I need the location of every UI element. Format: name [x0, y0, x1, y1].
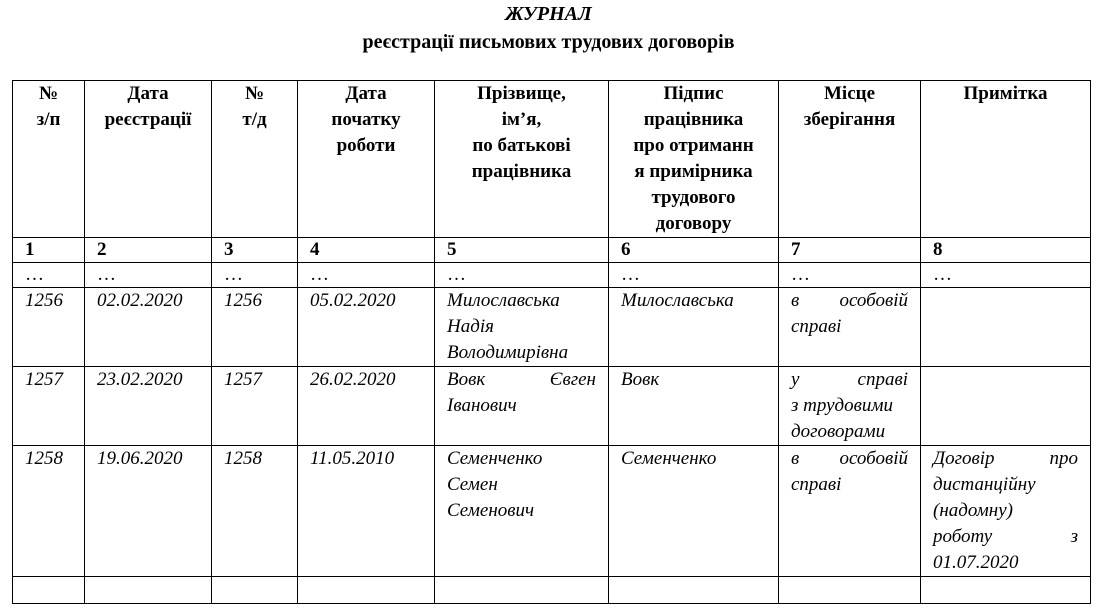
ellipsis-row	[13, 263, 1091, 288]
column-number: 1	[13, 238, 85, 263]
name-line: Семенченко	[447, 448, 543, 469]
storage-line: в особовій	[791, 290, 908, 311]
header-line: Прізвище,	[477, 83, 566, 104]
cell-storage	[779, 446, 921, 577]
storage-line: договорами	[791, 421, 886, 442]
name-line: Іванович	[447, 395, 517, 416]
cell-note	[921, 367, 1091, 446]
table-row	[13, 288, 1091, 367]
header-cell-signature	[609, 81, 779, 238]
storage-line: з трудовими	[791, 395, 893, 416]
name-line: Семен	[447, 474, 498, 495]
ellipsis-cell: …	[779, 263, 921, 288]
ellipsis-cell: …	[85, 263, 212, 288]
journal-subtitle: реєстрації письмових трудових договорів	[362, 31, 735, 53]
storage-line: в особовій	[791, 448, 908, 469]
header-line: №	[38, 83, 59, 104]
header-line: реєстрації	[104, 109, 192, 130]
cell-signature: Вовк	[609, 367, 779, 446]
header-line: я примірника	[634, 161, 753, 182]
ellipsis-cell: …	[298, 263, 435, 288]
header-cell-storage	[779, 81, 921, 238]
registration-table	[12, 80, 1091, 604]
cell-no: 1258	[13, 446, 85, 577]
name-line: Вовк Євген	[447, 369, 596, 390]
header-cell-start-date	[298, 81, 435, 238]
cell-note	[921, 446, 1091, 577]
empty-cell	[13, 577, 85, 604]
header-line: працівника	[643, 109, 744, 130]
ellipsis-cell: …	[13, 263, 85, 288]
empty-cell	[298, 577, 435, 604]
ellipsis-cell: …	[212, 263, 298, 288]
header-row	[13, 81, 1091, 238]
cell-no: 1257	[13, 367, 85, 446]
cell-signature: Семенченко	[609, 446, 779, 577]
cell-start-date: 11.05.2010	[298, 446, 435, 577]
column-number: 2	[85, 238, 212, 263]
header-line: т/д	[242, 109, 267, 130]
header-line: ім’я,	[501, 109, 542, 130]
name-line: Семенович	[447, 500, 535, 521]
empty-cell	[609, 577, 779, 604]
header-cell-reg-date	[85, 81, 212, 238]
header-cell-note	[921, 81, 1091, 238]
ellipsis-cell: …	[921, 263, 1091, 288]
empty-cell	[921, 577, 1091, 604]
table-row	[13, 367, 1091, 446]
header-line: договору	[655, 213, 732, 234]
ellipsis-cell: …	[609, 263, 779, 288]
header-line: Примітка	[963, 83, 1048, 104]
note-line: роботу з	[933, 526, 1078, 547]
header-cell-no	[13, 81, 85, 238]
header-line: з/п	[36, 109, 61, 130]
header-line: зберігання	[803, 109, 896, 130]
storage-line: справі	[791, 474, 842, 495]
header-line: працівника	[471, 161, 572, 182]
cell-note	[921, 288, 1091, 367]
name-line: Милославська	[447, 290, 560, 311]
cell-start-date: 26.02.2020	[298, 367, 435, 446]
cell-name	[435, 288, 609, 367]
column-number-row	[13, 238, 1091, 263]
cell-td-no: 1257	[212, 367, 298, 446]
cell-signature: Милославська	[609, 288, 779, 367]
column-number: 3	[212, 238, 298, 263]
note-line: 01.07.2020	[933, 552, 1019, 573]
empty-cell	[212, 577, 298, 604]
cell-storage	[779, 288, 921, 367]
cell-name	[435, 446, 609, 577]
header-line: №	[244, 83, 265, 104]
column-number: 6	[609, 238, 779, 263]
empty-cell	[779, 577, 921, 604]
cell-no: 1256	[13, 288, 85, 367]
header-line: роботи	[336, 135, 396, 156]
storage-line: справі	[791, 316, 842, 337]
empty-cell	[85, 577, 212, 604]
header-line: Підпис	[663, 83, 724, 104]
journal-title: ЖУРНАЛ	[505, 3, 592, 25]
cell-reg-date: 02.02.2020	[85, 288, 212, 367]
cell-reg-date: 19.06.2020	[85, 446, 212, 577]
header-line: трудового	[651, 187, 736, 208]
header-cell-td-no	[212, 81, 298, 238]
header-line: по батькові	[472, 135, 571, 156]
cell-reg-date: 23.02.2020	[85, 367, 212, 446]
cell-td-no: 1256	[212, 288, 298, 367]
name-line: Володимирівна	[447, 342, 569, 363]
header-cell-name	[435, 81, 609, 238]
column-number: 8	[921, 238, 1091, 263]
cell-name	[435, 367, 609, 446]
header-line: Місце	[823, 83, 876, 104]
column-number: 7	[779, 238, 921, 263]
table-row	[13, 446, 1091, 577]
header-line: початку	[331, 109, 401, 130]
name-line: Надія	[447, 316, 494, 337]
cell-start-date: 05.02.2020	[298, 288, 435, 367]
storage-line: у справі	[791, 369, 908, 390]
cell-storage	[779, 367, 921, 446]
column-number: 4	[298, 238, 435, 263]
cell-td-no: 1258	[212, 446, 298, 577]
note-line: (надомну)	[933, 500, 1013, 521]
note-line: Договір про	[933, 448, 1078, 469]
ellipsis-cell: …	[435, 263, 609, 288]
header-line: Дата	[127, 83, 169, 104]
header-line: Дата	[345, 83, 387, 104]
column-number: 5	[435, 238, 609, 263]
empty-row	[13, 577, 1091, 604]
empty-cell	[435, 577, 609, 604]
header-line: про отриманн	[633, 135, 754, 156]
note-line: дистанційну	[933, 474, 1036, 495]
